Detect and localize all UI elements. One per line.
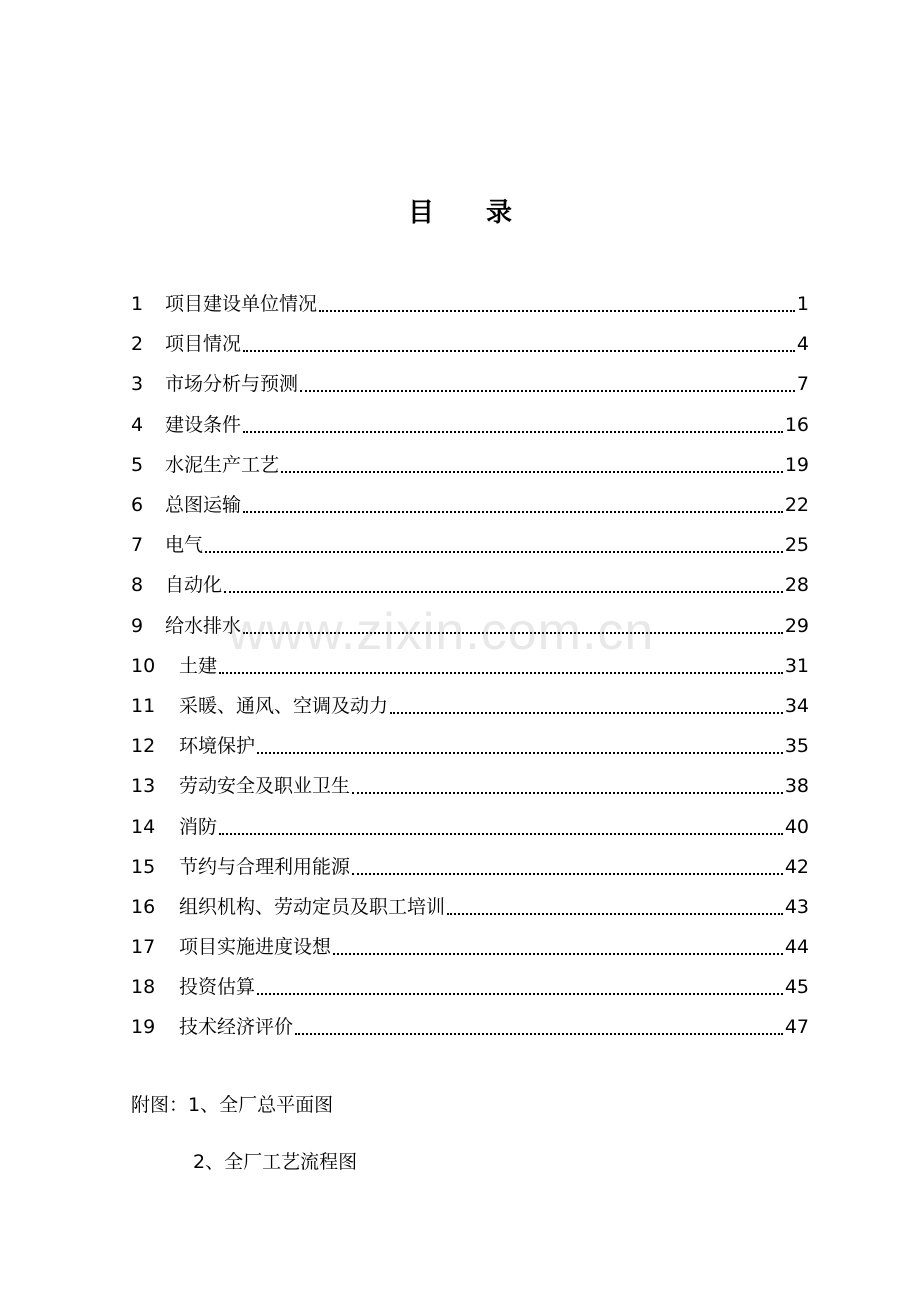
toc-entry-number: 10 bbox=[131, 654, 156, 677]
toc-entry[interactable] bbox=[131, 445, 809, 485]
toc-entry-title: 土建 bbox=[179, 654, 218, 677]
toc-entry-title: 组织机构、劳动定员及职工培训 bbox=[179, 895, 446, 918]
toc-leader-dots bbox=[352, 766, 783, 806]
toc-leader-dots bbox=[219, 807, 783, 847]
toc-entry-title: 项目情况 bbox=[165, 333, 242, 356]
toc-entry-page: 43 bbox=[784, 895, 809, 918]
toc-entry-title: 投资估算 bbox=[179, 976, 256, 999]
toc-leader-dots bbox=[281, 445, 783, 485]
toc-leader-dots bbox=[333, 927, 783, 967]
toc-entry[interactable] bbox=[131, 284, 809, 324]
toc-entry-page: 28 bbox=[784, 574, 809, 597]
toc-entry-title: 采暖、通风、空调及动力 bbox=[179, 694, 389, 717]
toc-entry-number: 15 bbox=[131, 855, 156, 878]
toc-entry-title: 总图运输 bbox=[165, 494, 242, 517]
title-char-1: 目 bbox=[407, 198, 434, 228]
toc-entry-title: 环境保护 bbox=[179, 735, 256, 758]
toc-entry-title: 建设条件 bbox=[165, 413, 242, 436]
toc-entry-page: 7 bbox=[796, 373, 809, 396]
toc-leader-dots bbox=[352, 847, 783, 887]
toc-leader-dots bbox=[447, 887, 783, 927]
appendix-line-1: 附图：1、全厂总平面图 bbox=[131, 1094, 334, 1116]
toc-entry-number: 8 bbox=[131, 574, 144, 597]
toc-entry-title: 项目实施进度设想 bbox=[179, 936, 332, 959]
toc-entry-page: 4 bbox=[796, 333, 809, 356]
toc-entry-number: 5 bbox=[131, 453, 144, 476]
toc-entry-page: 38 bbox=[784, 775, 809, 798]
toc-entry[interactable] bbox=[131, 324, 809, 364]
toc-entry-page: 45 bbox=[784, 976, 809, 999]
toc-entry-title: 给水排水 bbox=[165, 614, 242, 637]
toc-entry[interactable] bbox=[131, 847, 809, 887]
toc-leader-dots bbox=[243, 324, 795, 364]
toc-entry-number: 18 bbox=[131, 976, 156, 999]
toc-entry-title: 劳动安全及职业卫生 bbox=[179, 775, 351, 798]
toc-entry-page: 19 bbox=[784, 453, 809, 476]
toc-entry-page: 29 bbox=[784, 614, 809, 637]
toc-entry-number: 19 bbox=[131, 1016, 156, 1039]
table-of-contents bbox=[131, 284, 809, 1048]
toc-entry[interactable] bbox=[131, 525, 809, 565]
toc-entry[interactable] bbox=[131, 887, 809, 927]
toc-leader-dots bbox=[205, 525, 783, 565]
toc-entry-title: 节约与合理利用能源 bbox=[179, 855, 351, 878]
toc-leader-dots bbox=[243, 485, 783, 525]
toc-entry-number: 17 bbox=[131, 936, 156, 959]
toc-entry[interactable] bbox=[131, 766, 809, 806]
toc-entry-title: 消防 bbox=[179, 815, 218, 838]
toc-entry-number: 16 bbox=[131, 895, 156, 918]
watermark: www.zixin.com.cn bbox=[228, 603, 655, 661]
toc-entry-number: 9 bbox=[131, 614, 144, 637]
toc-entry-page: 35 bbox=[784, 735, 809, 758]
toc-entry-number: 1 bbox=[131, 293, 144, 316]
toc-entry-title: 自动化 bbox=[165, 574, 223, 597]
toc-entry[interactable] bbox=[131, 646, 809, 686]
toc-entry-page: 22 bbox=[784, 494, 809, 517]
toc-entry-number: 7 bbox=[131, 534, 144, 557]
toc-entry[interactable] bbox=[131, 1007, 809, 1047]
toc-entry-page: 47 bbox=[784, 1016, 809, 1039]
toc-entry[interactable] bbox=[131, 967, 809, 1007]
title-char-2: 录 bbox=[486, 198, 513, 228]
toc-leader-dots bbox=[243, 405, 783, 445]
toc-entry[interactable] bbox=[131, 364, 809, 404]
toc-leader-dots bbox=[224, 565, 783, 605]
toc-entry-page: 42 bbox=[784, 855, 809, 878]
toc-entry-page: 34 bbox=[784, 694, 809, 717]
toc-entry[interactable] bbox=[131, 806, 809, 846]
toc-entry[interactable] bbox=[131, 686, 809, 726]
toc-entry[interactable] bbox=[131, 485, 809, 525]
toc-entry-page: 40 bbox=[784, 815, 809, 838]
toc-leader-dots bbox=[390, 686, 783, 726]
toc-entry-number: 3 bbox=[131, 373, 144, 396]
toc-entry[interactable] bbox=[131, 726, 809, 766]
toc-entry-page: 16 bbox=[784, 413, 809, 436]
toc-entry-number: 12 bbox=[131, 735, 156, 758]
toc-entry-title: 技术经济评价 bbox=[179, 1016, 294, 1039]
toc-entry-number: 6 bbox=[131, 494, 144, 517]
toc-leader-dots bbox=[257, 967, 783, 1007]
toc-entry-title: 项目建设单位情况 bbox=[165, 293, 318, 316]
toc-entry[interactable] bbox=[131, 606, 809, 646]
toc-leader-dots bbox=[219, 646, 783, 686]
toc-entry-title: 市场分析与预测 bbox=[165, 373, 299, 396]
toc-leader-dots bbox=[300, 364, 795, 404]
toc-entry-title: 水泥生产工艺 bbox=[165, 453, 280, 476]
toc-entry-page: 44 bbox=[784, 936, 809, 959]
page-title bbox=[0, 192, 920, 229]
toc-entry[interactable] bbox=[131, 927, 809, 967]
toc-entry[interactable] bbox=[131, 565, 809, 605]
toc-entry-number: 13 bbox=[131, 775, 156, 798]
toc-entry-page: 1 bbox=[796, 293, 809, 316]
toc-entry-page: 31 bbox=[784, 654, 809, 677]
toc-leader-dots bbox=[243, 606, 783, 646]
toc-entry-number: 2 bbox=[131, 333, 144, 356]
toc-leader-dots bbox=[257, 726, 783, 766]
toc-entry[interactable] bbox=[131, 405, 809, 445]
appendix-line-2: 2、全厂工艺流程图 bbox=[193, 1151, 358, 1173]
toc-entry-number: 4 bbox=[131, 413, 144, 436]
toc-leader-dots bbox=[295, 1007, 783, 1047]
toc-leader-dots bbox=[319, 284, 795, 324]
toc-entry-page: 25 bbox=[784, 534, 809, 557]
toc-entry-title: 电气 bbox=[165, 534, 204, 557]
toc-entry-number: 14 bbox=[131, 815, 156, 838]
toc-entry-number: 11 bbox=[131, 694, 156, 717]
